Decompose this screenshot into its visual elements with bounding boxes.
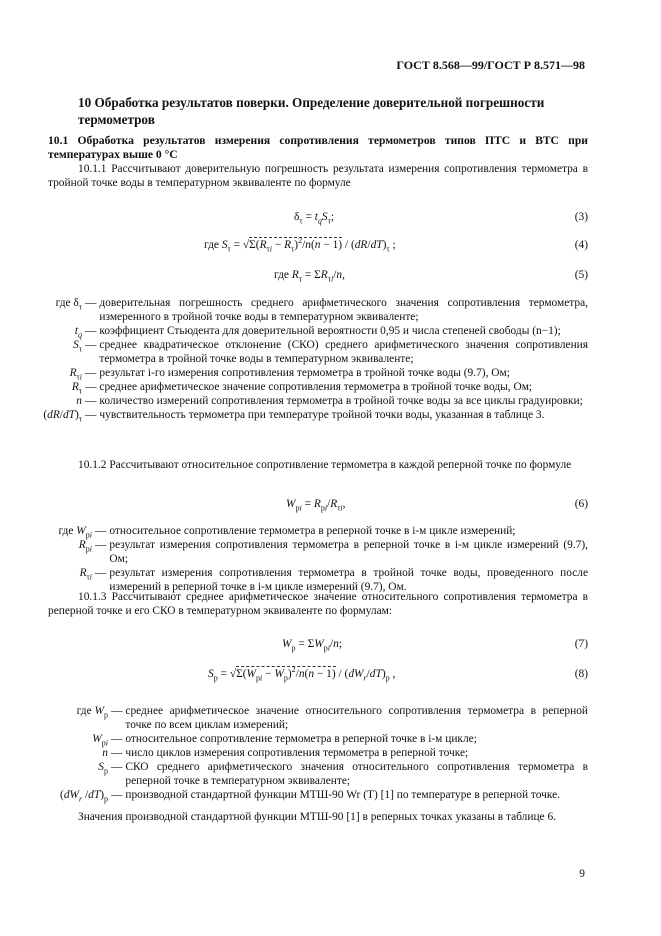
definition-item: $t_q$ — коэффициент Стьюдента для доверительной вероятности 0,95 и числа степеней свободы (n−1);	[40, 324, 588, 338]
formula-8	[48, 667, 588, 683]
formula-3-expression: $\delta_\tau = t_qS_\tau$;	[294, 211, 334, 226]
formula-7	[48, 637, 588, 653]
definition-symbol: $W_{pi}$	[92, 733, 108, 748]
definition-text: доверительная погрешность среднего арифметического значения сопротивления термометра, измеренного в тройной точке воды в температурном эквиваленте;	[99, 297, 588, 323]
definition-symbol: где $W_p$	[76, 705, 108, 720]
definition-text: среднее квадратическое отклонение (СКО) среднего арифметического значения сопротивления термометра в тройной точке воды в температурном эквиваленте;	[99, 339, 588, 365]
formula-5	[48, 268, 588, 284]
definition-text: среднее арифметическое значение относительного сопротивления термометра в реперной точке по всем циклам измерений;	[125, 705, 588, 731]
formula-7-expression: $W_p = \Sigma W_{pi}/n$;	[282, 638, 343, 653]
definition-symbol: ($dW_r$ $/dT)_p$	[60, 789, 108, 804]
definition-symbol: где $W_{pi}$	[58, 525, 92, 540]
formula-4-number: (4)	[574, 239, 588, 251]
section-title: 10 Обработка результатов поверки. Определение доверительной погрешности термометров	[78, 95, 545, 127]
definition-symbol: $R_{\tau i}$	[69, 367, 82, 382]
definitions-1	[40, 296, 588, 422]
definition-text: количество измерений сопротивления термометра в тройной точке воды за все циклы градуировки;	[99, 395, 583, 407]
formula-6-number: (6)	[574, 498, 588, 510]
definitions-3	[40, 704, 588, 802]
definition-symbol: $S_\tau$	[73, 339, 82, 354]
definition-item: $(dR/dT)_\tau$ — чувствительность термометра при температуре тройной точки воды, указанная в таблице 3.	[40, 408, 588, 422]
definitions-2	[40, 524, 588, 594]
definition-symbol: $(dR/dT)_\tau$	[43, 409, 82, 424]
definition-text: коэффициент Стьюдента для доверительной вероятности 0,95 и числа степеней свободы (n−1);	[99, 325, 561, 337]
definition-symbol: $R_\tau$	[71, 381, 82, 396]
definition-text: результат измерения сопротивления термометра в тройной точке воды, проведенного после измерений в реперной точке в i-м цикле измерений (9.7), Ом.	[109, 567, 588, 593]
formula-7-number: (7)	[574, 638, 588, 650]
formula-4-expression: где $S_\tau = √\Sigma(R_{\tau i} - R_\tau)^2/n(n - 1) / (dR/dT)_\tau$ ;	[204, 236, 396, 254]
definition-item: где $W_p$ — среднее арифметическое значение относительного сопротивления термометра в реперной точке по всем циклам измерений;	[40, 704, 588, 732]
definition-text: чувствительность термометра при температуре тройной точки воды, указанная в таблице 3.	[99, 409, 545, 421]
paragraph-10-1-3: 10.1.3 Рассчитывают среднее арифметическое значение относительного сопротивления термометра в реперной точке и его СКО в температурном эквиваленте по формулам:	[48, 591, 588, 617]
definition-item: $S_p$ — СКО среднего арифметического значения относительного сопротивления термометра в реперной точке в температурном эквиваленте;	[40, 760, 588, 788]
definition-symbol: $R_{\tau i}$	[79, 567, 92, 582]
definition-symbol: $S_p$	[98, 761, 108, 776]
definition-text: результат измерения сопротивления термометра в реперной точке в i-м цикле измерений (9.7), Ом;	[109, 539, 588, 565]
definition-item: ($dW_r$ $/dT)_p$ — производной стандартной функции МТШ-90 Wr (T) [1] по температуре в реперной точке.	[40, 788, 588, 802]
definition-text: число циклов измерения сопротивления термометра в реперной точке;	[125, 747, 469, 759]
formula-8-number: (8)	[574, 668, 588, 680]
document-header: ГОСТ 8.568—99/ГОСТ Р 8.571—98	[396, 58, 585, 72]
definition-symbol: где $\delta_\tau$	[55, 297, 82, 312]
formula-6-expression: $W_{pi} = R_{pi}/R_{\tau i}$,	[286, 498, 346, 513]
formula-5-lead: где	[274, 269, 289, 281]
paragraph-final: Значения производной стандартной функции МТШ-90 [1] в реперных точках указаны в таблице 6.	[78, 811, 556, 823]
definition-item: $R_{\tau i}$ — результат i-го измерения сопротивления термометра в тройной точке воды (9.7), Ом;	[40, 366, 588, 380]
page-number: 9	[579, 868, 585, 880]
paragraph-10-1-2: 10.1.2 Рассчитывают относительное сопротивление термометра в каждой реперной точке по формуле	[78, 459, 572, 471]
formula-4	[48, 238, 588, 254]
definition-symbol: n	[76, 395, 82, 407]
formula-5-expression: где $R_\tau = \Sigma R_{\tau i}/n$,	[274, 269, 345, 284]
definition-item: n — число циклов измерения сопротивления термометра в реперной точке;	[40, 746, 588, 760]
definition-item: $R_{pi}$ — результат измерения сопротивления термометра в реперной точке в i-м цикле измерений (9.7), Ом;	[40, 538, 588, 566]
formula-6	[48, 497, 588, 513]
formula-3	[48, 210, 588, 226]
paragraph-10-1-1: 10.1.1 Рассчитывают доверительную погрешность результата измерения сопротивления термометра в тройной точке воды в температурном эквиваленте по формуле	[48, 163, 588, 189]
definition-item: где $\delta_\tau$ — доверительная погрешность среднего арифметического значения сопротивления термометра, измеренного в тройной точке воды в температурном эквиваленте;	[40, 296, 588, 324]
definition-text: результат i-го измерения сопротивления термометра в тройной точке воды (9.7), Ом;	[99, 367, 510, 379]
definition-item: $R_{\tau i}$ — результат измерения сопротивления термометра в тройной точке воды, проведенного после измерений в реперной точке в i-м цикле измерений (9.7), Ом.	[40, 566, 588, 594]
definition-item: n — количество измерений сопротивления термометра в тройной точке воды за все циклы градуировки;	[40, 394, 588, 408]
definition-item: $W_{pi}$ — относительное сопротивление термометра в реперной точке в i-м цикле;	[40, 732, 588, 746]
definition-symbol: $t_q$	[74, 325, 82, 340]
subsection-title: 10.1 Обработка результатов измерения сопротивления термометров типов ПТС и ВТС при температурах выше 0 °С	[48, 134, 588, 161]
definition-text: СКО среднего арифметического значения относительного сопротивления термометра в реперной точке в температурном эквиваленте;	[125, 761, 588, 787]
formula-4-lead: где	[204, 239, 219, 251]
formula-8-expression: $S_p = √\Sigma(W_{pi} - W_p)^2/n(n - 1) / (dW_r/dT)_p$ ,	[208, 665, 396, 683]
definition-item: где $W_{pi}$ — относительное сопротивление термометра в реперной точке в i-м цикле измерений;	[40, 524, 588, 538]
definition-text: производной стандартной функции МТШ-90 Wr (T) [1] по температуре в реперной точке.	[125, 789, 561, 801]
definition-text: относительное сопротивление термометра в реперной точке в i-м цикле;	[125, 733, 477, 745]
formula-3-number: (3)	[574, 211, 588, 223]
definition-text: относительное сопротивление термометра в реперной точке в i-м цикле измерений;	[109, 525, 516, 537]
definition-item: $R_\tau$ — среднее арифметическое значение сопротивления термометра в тройной точке воды, Ом;	[40, 380, 588, 394]
formula-5-number: (5)	[574, 269, 588, 281]
definition-symbol: $R_{pi}$	[78, 539, 92, 554]
definition-symbol: n	[102, 747, 108, 759]
definition-item: $S_\tau$ — среднее квадратическое отклонение (СКО) среднего арифметического значения сопротивления термометра в тройной точке воды в температурном эквиваленте;	[40, 338, 588, 366]
definition-text: среднее арифметическое значение сопротивления термометра в тройной точке воды, Ом;	[99, 381, 533, 393]
